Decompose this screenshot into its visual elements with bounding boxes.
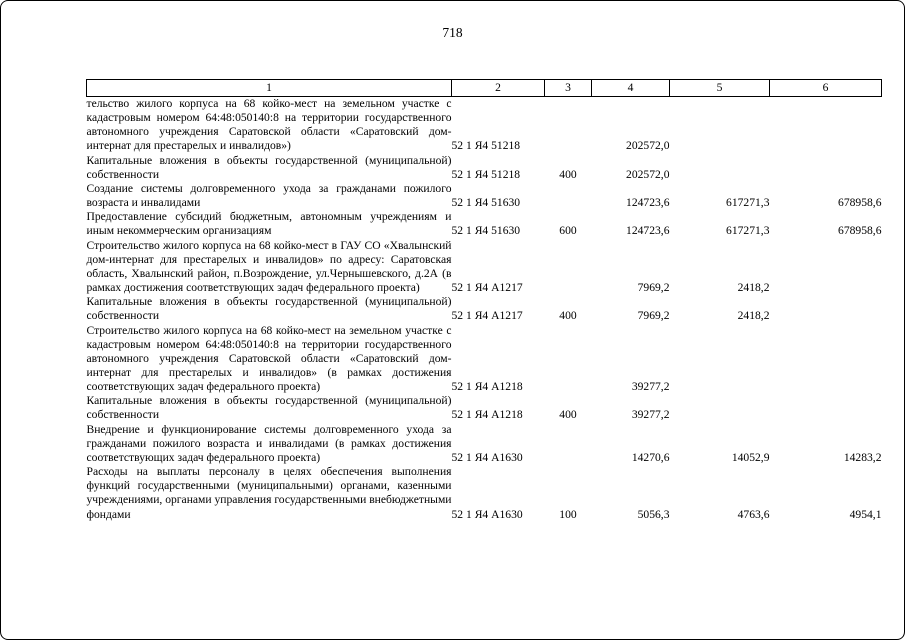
description-cell: Создание системы долговременного ухода за гражданами пожилого возраста и инвалидами <box>86 181 452 210</box>
code-cell: 52 1 Я4 51630 <box>451 196 521 210</box>
table-row <box>87 394 882 422</box>
code-cell: 52 1 Я4 А1217 <box>451 309 523 323</box>
col6-cell: 14283,2 <box>843 450 882 464</box>
description-cell: тельство жилого корпуса на 68 койко-мест на земельном участке с кадастровым номером 64:48:050140:8 на территории государственного автономного учреждения Саратовской области «Саратовский дом-интернат для престарелых и инвалидов») <box>86 97 452 153</box>
col3-cell: 400 <box>559 408 577 422</box>
col4-cell: 202572,0 <box>626 139 670 153</box>
column-header-1: 1 <box>87 80 452 97</box>
page-number: 718 <box>442 25 463 40</box>
table-row <box>87 97 882 154</box>
description-cell: Расходы на выплаты персоналу в целях обеспечения выполнения функций государственными (муниципальными) органами, казенными учреждениями, органами управления государственными внебюджетными фондами <box>86 465 452 521</box>
col5-cell <box>670 154 770 182</box>
col4-cell: 7969,2 <box>637 309 670 323</box>
table-row <box>87 154 882 182</box>
description-cell: Внедрение и функционирование системы долговременного ухода за гражданами пожилого возраста и инвалидами (в рамках достижения соответствующих задач федерального проекта) <box>86 422 452 464</box>
table-header <box>87 80 882 97</box>
col6-cell <box>770 154 882 182</box>
description-cell: Капитальные вложения в объекты государственной (муниципальной) собственности <box>86 394 452 422</box>
col6-cell <box>770 394 882 422</box>
code-cell: 52 1 Я4 51218 <box>451 167 521 181</box>
col4-cell: 124723,6 <box>626 196 670 210</box>
col4-cell: 7969,2 <box>637 281 670 295</box>
column-header-4: 4 <box>592 80 670 97</box>
col5-cell <box>670 394 770 422</box>
col4-cell: 124723,6 <box>626 224 670 238</box>
col4-cell: 14270,6 <box>631 450 670 464</box>
col5-cell: 617271,3 <box>726 196 770 210</box>
description-cell: Строительство жилого корпуса на 68 койко-мест на земельном участке с кадастровым номером 64:48:050140:8 на территории государственного автономного учреждения Саратовской области «Саратовский дом-интернат для престарелых и инвалидов» (в рамках достижения соответствующих задач федерального проекта) <box>86 323 452 394</box>
table-row <box>87 324 882 395</box>
code-cell: 52 1 Я4 51630 <box>451 224 521 238</box>
table-row <box>87 182 882 210</box>
col3-cell: 100 <box>559 507 577 521</box>
col3-cell <box>545 97 592 154</box>
col3-cell <box>545 324 592 395</box>
table-row <box>87 423 882 465</box>
column-header-5: 5 <box>670 80 770 97</box>
code-cell: 52 1 Я4 А1218 <box>451 408 523 422</box>
col4-cell: 202572,0 <box>626 167 670 181</box>
col5-cell <box>670 97 770 154</box>
col6-cell: 4954,1 <box>849 507 882 521</box>
col5-cell: 14052,9 <box>731 450 770 464</box>
col3-cell <box>545 423 592 465</box>
table-row <box>87 239 882 296</box>
description-cell: Строительство жилого корпуса на 68 койко-мест в ГАУ СО «Хвалынский дом-интернат для престарелых и инвалидов» по адресу: Саратовская область, Хвалынский район, п.Возрождение, ул.Чернышевского, д.2А (в рамках достижения соответствующих задач федерального проекта) <box>86 238 452 295</box>
col5-cell: 617271,3 <box>726 224 770 238</box>
col3-cell: 600 <box>559 224 577 238</box>
col3-cell: 400 <box>559 309 577 323</box>
code-cell: 52 1 Я4 А1217 <box>451 281 523 295</box>
col6-cell <box>770 295 882 323</box>
description-cell: Капитальные вложения в объекты государственной (муниципальной) собственности <box>86 153 452 181</box>
col3-cell <box>545 182 592 210</box>
table-header-row <box>87 80 882 97</box>
column-header-2: 2 <box>452 80 545 97</box>
col3-cell <box>545 239 592 296</box>
col6-cell <box>770 239 882 296</box>
code-cell: 52 1 Я4 51218 <box>451 139 521 153</box>
col4-cell: 39277,2 <box>631 408 670 422</box>
col4-cell: 5056,3 <box>637 507 670 521</box>
code-cell: 52 1 Я4 А1630 <box>451 507 523 521</box>
col5-cell: 2418,2 <box>737 309 770 323</box>
col6-cell: 678958,6 <box>838 224 882 238</box>
table-row <box>87 465 882 522</box>
col4-cell: 39277,2 <box>631 380 670 394</box>
budget-table <box>86 79 882 522</box>
table-body <box>87 97 882 522</box>
column-header-3: 3 <box>545 80 592 97</box>
table-row <box>87 210 882 238</box>
description-cell: Предоставление субсидий бюджетным, автономным учреждениям и иным некоммерческим организациям <box>86 210 452 238</box>
col5-cell <box>670 324 770 395</box>
column-header-6: 6 <box>770 80 882 97</box>
col3-cell: 400 <box>559 167 577 181</box>
description-cell: Капитальные вложения в объекты государственной (муниципальной) собственности <box>86 295 452 323</box>
col6-cell: 678958,6 <box>838 196 882 210</box>
col6-cell <box>770 324 882 395</box>
col6-cell <box>770 97 882 154</box>
table-row <box>87 295 882 323</box>
col5-cell: 2418,2 <box>737 281 770 295</box>
code-cell: 52 1 Я4 А1630 <box>451 450 523 464</box>
col5-cell: 4763,6 <box>737 507 770 521</box>
code-cell: 52 1 Я4 А1218 <box>451 380 523 394</box>
